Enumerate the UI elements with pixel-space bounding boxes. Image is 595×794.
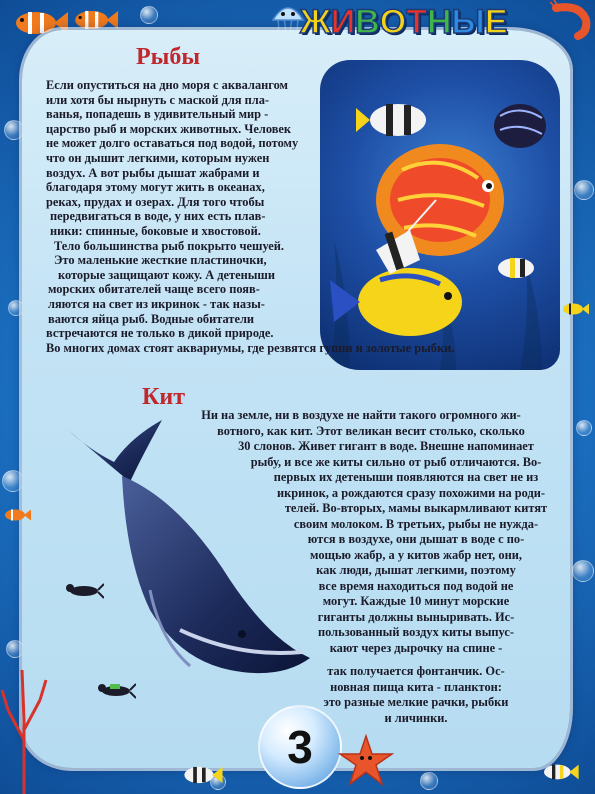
page-title — [300, 2, 508, 42]
starfish-icon — [338, 734, 394, 786]
fish-text-line: Если опуститься на дно моря с аквалангом — [46, 78, 288, 92]
fish-text-line: морских обитателей чаще всего появ- — [48, 282, 260, 297]
bubble-icon — [140, 6, 158, 24]
shrimp-icon — [550, 0, 594, 40]
whale-text-line: так получается фонтанчик. Ос- — [327, 664, 505, 678]
whale-text-line: первых их детеныши появляются на свет не из — [273, 470, 539, 484]
whale-text-line: как люди, дышат легкими, поэтому — [316, 563, 516, 577]
fish-heading: Рыбы — [136, 44, 201, 70]
fish-text-line: ваются яйца рыб. Водные обитатели — [48, 311, 255, 326]
whale-text-line: своим молоком. В третьих, рыбы не нужда- — [293, 516, 539, 531]
whale-text-line: мощью жабр, а у китов жабр нет, они, — [310, 547, 522, 562]
whale-text-line: гиганты должны выныривать. Ис- — [317, 609, 515, 624]
whale-text-line: и личинки. — [384, 710, 448, 725]
fish-text-line: или хотя бы нырнуть с маской для пла- — [46, 92, 270, 107]
bubble-icon — [576, 420, 592, 436]
fish-text-line: ванья, попадешь в удивительный мир - — [46, 107, 269, 122]
page-number: 3 — [258, 705, 342, 789]
title-letter: Е — [484, 3, 508, 41]
whale-text-line: ются в воздухе, они дышат в воде с по- — [307, 532, 525, 546]
tropical-fish-icon — [560, 300, 590, 318]
tropical-fish-icon — [540, 760, 580, 784]
whale-text-line: кают через дырочку на спине - — [329, 640, 503, 655]
whale-text-line: все время находиться под водой не — [318, 578, 514, 593]
title-letter: Т — [406, 3, 427, 41]
tropical-fish-icon — [2, 506, 32, 524]
title-letter: И — [330, 3, 356, 41]
whale-text-line: новная пища кита - планктон: — [330, 679, 502, 694]
bubble-icon — [574, 180, 594, 200]
fish-text-line: не может долго оставаться под водой, потому — [46, 136, 299, 151]
fish-text-line: воздух. А вот рыбы дышат жабрами и — [46, 165, 260, 180]
whale-text-line: 30 слонов. Живет гигант в воде. Внешне напоминает — [238, 439, 534, 453]
fish-text-line: встречаются не только в дикой природе. — [46, 326, 274, 341]
whale-text-line: Ни на земле, ни в воздухе не найти такого огромного жи- — [201, 408, 521, 422]
whale-text-line: это разные мелкие рачки, рыбки — [323, 695, 509, 709]
tropical-fish-icon — [180, 762, 224, 788]
title-letter: О — [379, 3, 407, 41]
fish-text-line: ники: спинные, боковые и хвостовой. — [50, 223, 261, 238]
whale-text-line: могут. Каждые 10 минут морские — [322, 594, 510, 608]
diver-icon — [64, 578, 104, 604]
whale-heading: Кит — [142, 384, 186, 410]
fish-text-line: царство рыб и морских животных. Человек — [46, 121, 292, 136]
fish-text-line: Это маленькие жесткие пластиночки, — [54, 253, 267, 268]
whale-text-line: икринок, а рождаются сразу похожими на роди- — [276, 485, 546, 500]
coral-icon — [0, 640, 50, 794]
fish-text-line: которые защищают кожу. А детеныши — [58, 267, 276, 282]
fish-text-line: передвигаться в воде, у них есть плав- — [50, 209, 266, 224]
fish-text — [40, 78, 560, 355]
fish-text-line: ляются на свет из икринок - так назы- — [48, 296, 265, 311]
whale-text-line: рыбу, и все же киты сильно от рыб отличаются. Во- — [250, 454, 542, 469]
title-letter: Ы — [451, 3, 485, 41]
fish-text-line: благодаря этому могут жить в океанах, — [46, 180, 265, 195]
title-letter: В — [355, 3, 380, 41]
whale-text-line: телей. Во-вторых, мамы выкармливают китят — [284, 501, 548, 515]
diver-icon — [96, 676, 136, 706]
bubble-icon — [2, 470, 24, 492]
title-letter: Н — [426, 3, 452, 41]
fish-text-line: что он дышит легкими, которым нужен — [46, 150, 270, 165]
whale-text-line: вотного, как кит. Этот великан весит столько, сколько — [217, 423, 525, 438]
bubble-icon — [4, 120, 24, 140]
whale-text-line: пользованный воздух киты выпус- — [318, 625, 514, 639]
fish-text-line: Во многих домах стоят аквариумы, где резвятся гуппи и золотые рыбки. — [46, 340, 455, 355]
title-letter: Ж — [300, 3, 331, 41]
bubble-icon — [572, 560, 594, 582]
fish-text-line: реках, прудах и озерах. Для того чтобы — [46, 194, 265, 209]
fish-text-line: Тело большинства рыб покрыто чешуей. — [54, 238, 285, 253]
whale-text — [201, 408, 574, 726]
bubble-icon — [420, 772, 438, 790]
